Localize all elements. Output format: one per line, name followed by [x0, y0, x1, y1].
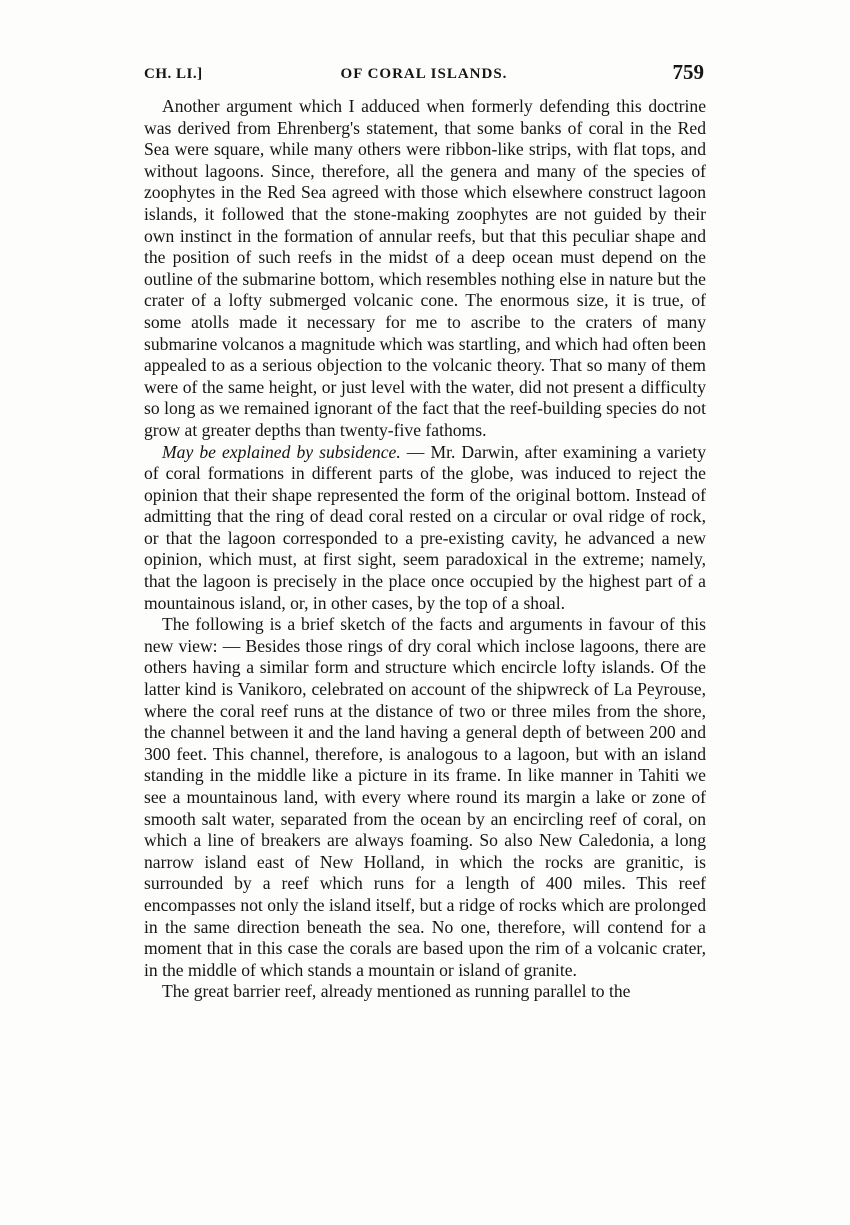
side-heading: May be explained by subsidence. — [162, 441, 401, 462]
paragraph-text: — Mr. Darwin, after examining a variety of coral formations in different parts of the globe, was induced to reject the opinion that their shape represented the form of the original bottom. Instead of admitting that the ring of dead coral rested on a circular or oval ridge of rock, or that the lagoon corresponded to a pre-existing cavity, he advanced a new opinion, which must, at first sight, seem paradoxical in the extreme; namely, that the lagoon is precisely in the place once occupied by the highest part of a mountainous island, or, in other cases, by the top of a shoal. — [144, 441, 706, 613]
paragraph — [144, 442, 706, 615]
paragraph-text: The following is a brief sketch of the facts and arguments in favour of this new view: — Besides those rings of dry coral which inclose lagoons, there are others having a similar form and structure which encircle lofty islands. Of the latter kind is Vanikoro, celebrated on account of the shipwreck of La Peyrouse, where the coral reef runs at the distance of two or three miles from the shore, the channel between it and the land having a general depth of between 200 and 300 feet. This channel, therefore, is analogous to a lagoon, but with an island standing in the middle like a picture in its frame. In like manner in Tahiti we see a mountainous land, with every where round its margin a lake or zone of smooth salt water, separated from the ocean by an encircling reef of coral, on which a line of breakers are always foaming. So also New Caledonia, a long narrow island east of New Holland, in which the rocks are granitic, is surrounded by a reef which runs for a length of 400 miles. This reef encompasses not only the island itself, but a ridge of rocks which are prolonged in the same direction beneath the sea. No one, therefore, will contend for a moment that in this case the corals are based upon the rim of a volcanic crater, in the middle of which stands a mountain or island of granite. — [144, 614, 706, 980]
paragraph — [144, 614, 706, 981]
chapter-label: CH. LI.] — [144, 66, 203, 82]
running-head — [144, 60, 704, 88]
paragraph — [144, 96, 706, 442]
paragraph-text: The great barrier reef, already mentioned as running parallel to the — [162, 981, 631, 1002]
page-heading: OF CORAL ISLANDS. — [340, 66, 508, 82]
page-number: 759 — [672, 60, 704, 84]
paragraph — [144, 981, 706, 1003]
paragraph-text: Another argument which I adduced when formerly defending this doctrine was derived from Ehrenberg's statement, that some banks of coral in the Red Sea were square, while many others were ribbon-like strips, with flat tops, and without lagoons. Since, therefore, all the genera and many of the species of zoophytes in the Red Sea agreed with those which elsewhere construct lagoon islands, it followed that the stone-making zoophytes are not guided by their own instinct in the formation of annular reefs, but that this peculiar shape and the position of such reefs in the midst of a deep ocean must depend on the outline of the submarine bottom, which resembles nothing else in nature but the crater of a lofty submerged volcanic cone. The enormous size, it is true, of some atolls made it necessary for me to ascribe to the craters of many submarine volcanos a magnitude which was startling, and which had often been appealed to as a serious objection to the volcanic theory. That so many of them were of the same height, or just level with the water, did not present a difficulty so long as we remained ignorant of the fact that the reef-building species do not grow at greater depths than twenty-five fathoms. — [144, 96, 706, 440]
body-text — [144, 96, 706, 1003]
